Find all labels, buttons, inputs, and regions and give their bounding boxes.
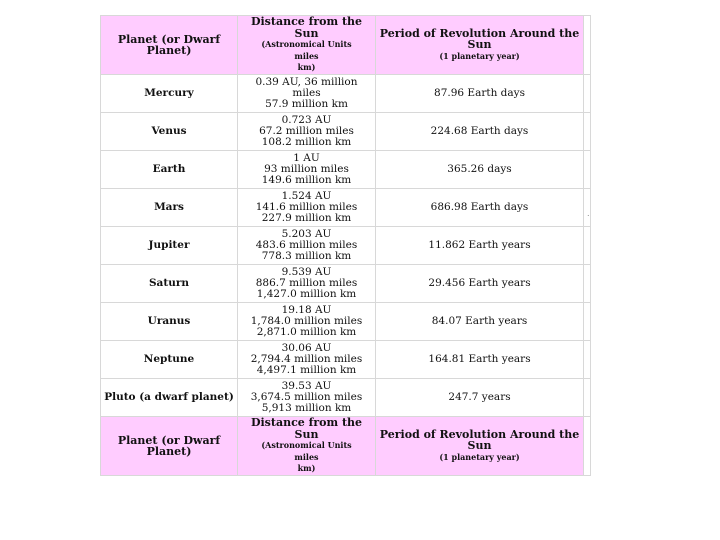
distance-line: 93 million miles [264,162,349,175]
distance-cell [238,341,376,379]
distance-cell [238,265,376,303]
period-cell: 224.68 Earth days [376,113,584,151]
planet-name-cell: Saturn [101,265,238,303]
header-distance-unit: (Astronomical Units [261,39,352,50]
period-cell: 686.98 Earth days [376,189,584,227]
distance-line: 778.3 million km [261,250,352,263]
footer-distance-unit: km) [297,463,316,474]
period-cell: 164.81 Earth years [376,341,584,379]
edge-cell [584,16,591,75]
footer-period-units: (1 planetary year) [439,451,520,462]
edge-cell [584,189,591,227]
edge-cell [584,113,591,151]
table-row [101,189,591,227]
edge-cell [584,151,591,189]
footer-distance-unit: miles [294,451,319,462]
header-planet-label: Planet (or Dwarf Planet) [117,32,221,57]
period-cell: 87.96 Earth days [376,75,584,113]
table-row [101,113,591,151]
period-cell: 11.862 Earth years [376,227,584,265]
distance-cell [238,113,376,151]
distance-line: 227.9 million km [261,212,352,225]
distance-line: 3,674.5 million miles [250,390,363,403]
distance-line: 39.53 AU [281,379,332,392]
footer-distance [238,417,376,476]
distance-line: 141.6 million miles [255,200,358,213]
table-row [101,75,591,113]
header-period-units: (1 planetary year) [439,50,520,61]
planet-name-cell: Earth [101,151,238,189]
footer-period-title: Period of Revolution Around the Sun [379,427,580,453]
distance-line: 1 AU [293,151,320,164]
period-cell: 247.7 years [376,379,584,417]
planet-table [100,15,591,476]
table-body [101,75,591,417]
planet-name-cell: Venus [101,113,238,151]
edge-cell [584,227,591,265]
header-period-title: Period of Revolution Around the Sun [379,26,580,52]
distance-line: 5,913 million km [261,402,352,415]
table-row [101,379,591,417]
distance-line: 67.2 million miles [259,124,354,137]
edge-cell [584,341,591,379]
edge-cell [584,417,591,476]
distance-cell [238,75,376,113]
distance-line: 30.06 AU [281,341,332,354]
distance-line: 57.9 million km [265,98,348,111]
period-cell: 29.456 Earth years [376,265,584,303]
table-header-row [101,16,591,75]
table-footer-row [101,417,591,476]
distance-line: 149.6 million km [261,174,352,187]
header-distance-unit: miles [294,50,319,61]
footer-planet [101,417,238,476]
planet-name-cell: Pluto (a dwarf planet) [101,379,238,417]
distance-line: 5.203 AU [281,227,332,240]
distance-cell [238,379,376,417]
table-row [101,341,591,379]
distance-cell [238,303,376,341]
footer-planet-label: Planet (or Dwarf Planet) [117,433,221,458]
distance-line: 1,784.0 million miles [250,314,363,327]
distance-line: 886.7 million miles [255,276,358,289]
planet-table-container [100,15,590,473]
planet-name-cell: Mercury [101,75,238,113]
distance-line: 2,871.0 million km [256,326,357,339]
period-cell: 365.26 days [376,151,584,189]
edge-cell [584,265,591,303]
distance-line: 483.6 million miles [255,238,358,251]
planet-name-cell: Jupiter [101,227,238,265]
table-row [101,303,591,341]
distance-line: 0.723 AU [281,113,332,126]
distance-line: 108.2 million km [261,136,352,149]
header-distance [238,16,376,75]
distance-cell [238,189,376,227]
distance-cell [238,227,376,265]
distance-line: 0.39 AU, 36 million miles [255,75,358,99]
planet-name-cell: Uranus [101,303,238,341]
period-cell: 84.07 Earth years [376,303,584,341]
header-distance-title: Distance from the Sun [250,15,363,40]
distance-cell [238,151,376,189]
footer-distance-title: Distance from the Sun [250,416,363,441]
edge-cell [584,379,591,417]
header-distance-unit: km) [297,62,316,73]
planet-name-cell: Mars [101,189,238,227]
edge-cell [584,303,591,341]
header-distance-units [240,39,373,74]
header-period [376,16,584,75]
distance-line: 2,794.4 million miles [250,352,363,365]
footer-distance-units [240,440,373,475]
table-row [101,227,591,265]
distance-line: 4,497.1 million km [256,364,357,377]
table-row [101,151,591,189]
distance-line: 1,427.0 million km [256,288,357,301]
header-planet [101,16,238,75]
planet-name-cell: Neptune [101,341,238,379]
footer-period [376,417,584,476]
distance-line: 1.524 AU [281,189,332,202]
distance-line: 19.18 AU [281,303,332,316]
edge-mark: . [587,209,590,218]
edge-cell [584,75,591,113]
table-row [101,265,591,303]
distance-line: 9.539 AU [281,265,332,278]
footer-distance-unit: (Astronomical Units [261,440,352,451]
